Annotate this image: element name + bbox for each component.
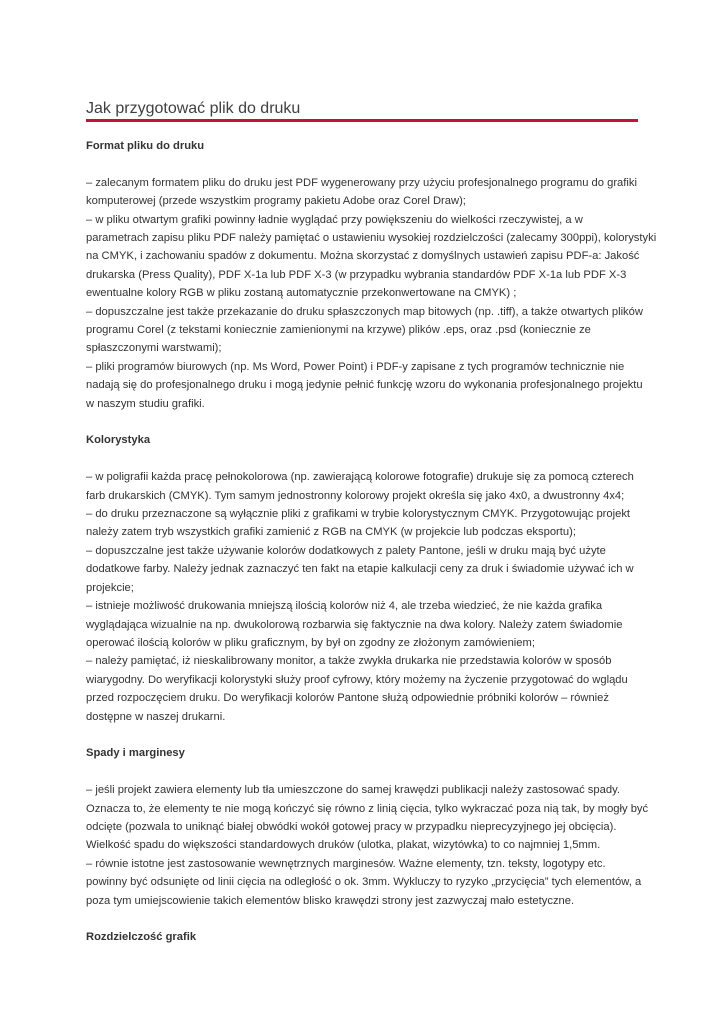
text-line: – pliki programów biurowych (np. Ms Word, Power Point) i PDF-y zapisane z tych programów technicznie nie — [86, 360, 625, 373]
text-line: nadają się do profesjonalnego druku i mogą jedynie pełnić funkcję wzoru do wykonania profesjonalnego projektu — [86, 379, 643, 392]
text-line: spłaszczonymi warstwami); — [86, 342, 222, 355]
text-line: Wielkość spadu do większości standardowych druków (ulotka, plakat, wizytówka) to co najmniej 1,5mm. — [86, 839, 601, 852]
text-line: Oznacza to, że elementy te nie mogą kończyć się równo z linią cięcia, tylko wykraczać poza nią tak, by mogły być — [86, 802, 649, 815]
section-heading-format: Format pliku do druku — [86, 140, 205, 152]
text-line: – do druku przeznaczone są wyłącznie pliki z grafikami w trybie kolorystycznym CMYK. Przygotowując projekt — [86, 508, 631, 521]
text-line: odcięte (pozwala to uniknąć białej obwódki wokół gotowej pracy w przypadku nieprecyzyjnego jej obcięcia). — [86, 820, 617, 833]
text-line: – należy pamiętać, iż nieskalibrowany monitor, a także zwykła drukarka nie przedstawia kolorów w sposób — [86, 655, 612, 668]
text-line: wyglądająca wizualnie na np. dwukolorową rozbarwia się faktycznie na dwa kolory. Należy zatem świadomie — [86, 618, 623, 631]
text-line: ewentualne kolory RGB w pliku zostaną automatycznie przekonwertowane na CMYK) ; — [86, 287, 517, 300]
text-line: – zalecanym formatem pliku do druku jest PDF wygenerowany przy użyciu profesjonalnego programu do grafiki — [86, 176, 637, 189]
text-line: – w poligrafii każda pracę pełnokolorowa (np. zawierającą kolorowe fotografie) drukuje się za pomocą czterech — [86, 471, 634, 484]
page-title: Jak przygotować plik do druku — [86, 100, 301, 117]
document-content — [86, 137, 657, 965]
text-line: powinny być odsunięte od linii cięcia na odległość o ok. 3mm. Wykluczy to ryzyko „przycięcia” tych elementów, a — [86, 876, 642, 889]
section-heading-spady: Spady i marginesy — [86, 747, 185, 760]
text-line: – dopuszczalne jest także przekazanie do druku spłaszczonych map bitowych (np. .tiff), a także otwartych plików — [86, 305, 643, 318]
text-line: – w pliku otwartym grafiki powinny ładnie wyglądać przy powiększeniu do wielkości rzeczywistej, a w — [86, 213, 583, 226]
section-body-format — [86, 174, 657, 413]
text-line: – jeśli projekt zawiera elementy lub tła umieszczone do samej krawędzi publikacji należy zastosować spady. — [86, 784, 620, 797]
text-line: programu Corel (z tekstami koniecznie zamienionymi na krzywe) plików .eps, oraz .psd (koniecznie ze — [86, 324, 591, 337]
text-line: przed rozpoczęciem druku. Do weryfikacji kolorów Pantone służą odpowiednie próbniki kolorów – również — [86, 692, 609, 705]
text-line: komputerowej (przede wszystkim programy pakietu Adobe oraz Corel Draw); — [86, 195, 466, 208]
text-line: należy zatem tryb wszystkich grafiki zamienić z RGB na CMYK (w projekcie lub podczas eksportu); — [86, 526, 576, 539]
title-underline — [86, 119, 638, 122]
text-line: – dopuszczalne jest także używanie kolorów dodatkowych z palety Pantone, jeśli w druku mają być użyte — [86, 544, 606, 557]
text-line: farb drukarskich (CMYK). Tym samym jednostronny kolorowy projekt określa się jako 4x0, a dwustronny 4x4; — [86, 489, 625, 502]
text-line: w naszym studiu grafiki. — [86, 397, 205, 410]
text-line: projekcie; — [86, 581, 134, 594]
text-line: dodatkowe farby. Należy jednak zaznaczyć ten fakt na etapie kalkulacji ceny za druk i świadomie używać ich w — [86, 563, 634, 576]
text-line: drukarska (Press Quality), PDF X-1a lub PDF X-3 (w przypadku wybrania standardów PDF X-1a lub PDF X-3 — [86, 268, 627, 281]
text-line: operować ilością kolorów w pliku graficznym, by był on zgodny ze złożonym zamówieniem; — [86, 636, 535, 649]
text-line: poza tym umiejscowienie takich elementów blisko krawędzi strony jest zazwyczaj mało estetyczne. — [86, 894, 575, 907]
text-line: wiarygodny. Do weryfikacji kolorystyki służy proof cyfrowy, który możemy na życzenie przygotować do wglądu — [86, 673, 628, 686]
text-line: dostępne w naszej drukarni. — [86, 710, 226, 723]
section-body-spady — [86, 781, 649, 910]
text-line: na CMYK, i zachowaniu spadów z dokumentu. Można skorzystać z domyślnych ustawień zapisu PDF-a: Jakość — [86, 250, 640, 263]
text-line: parametrach zapisu pliku PDF należy pamiętać o ustawieniu wysokiej rozdzielczości (zalecamy 300ppi), kolorystyki — [86, 232, 657, 245]
text-line: – równie istotne jest zastosowanie wewnętrznych marginesów. Ważne elementy, tzn. teksty, logotypy etc. — [86, 857, 606, 870]
text-line: – istnieje możliwość drukowania mniejszą ilością kolorów niż 4, ale trzeba wiedzieć, że nie każda grafika — [86, 600, 603, 613]
section-heading-rozdzielczosc: Rozdzielczość grafik — [86, 931, 197, 944]
section-body-kolorystyka — [86, 468, 638, 726]
section-heading-kolorystyka: Kolorystyka — [86, 434, 151, 447]
